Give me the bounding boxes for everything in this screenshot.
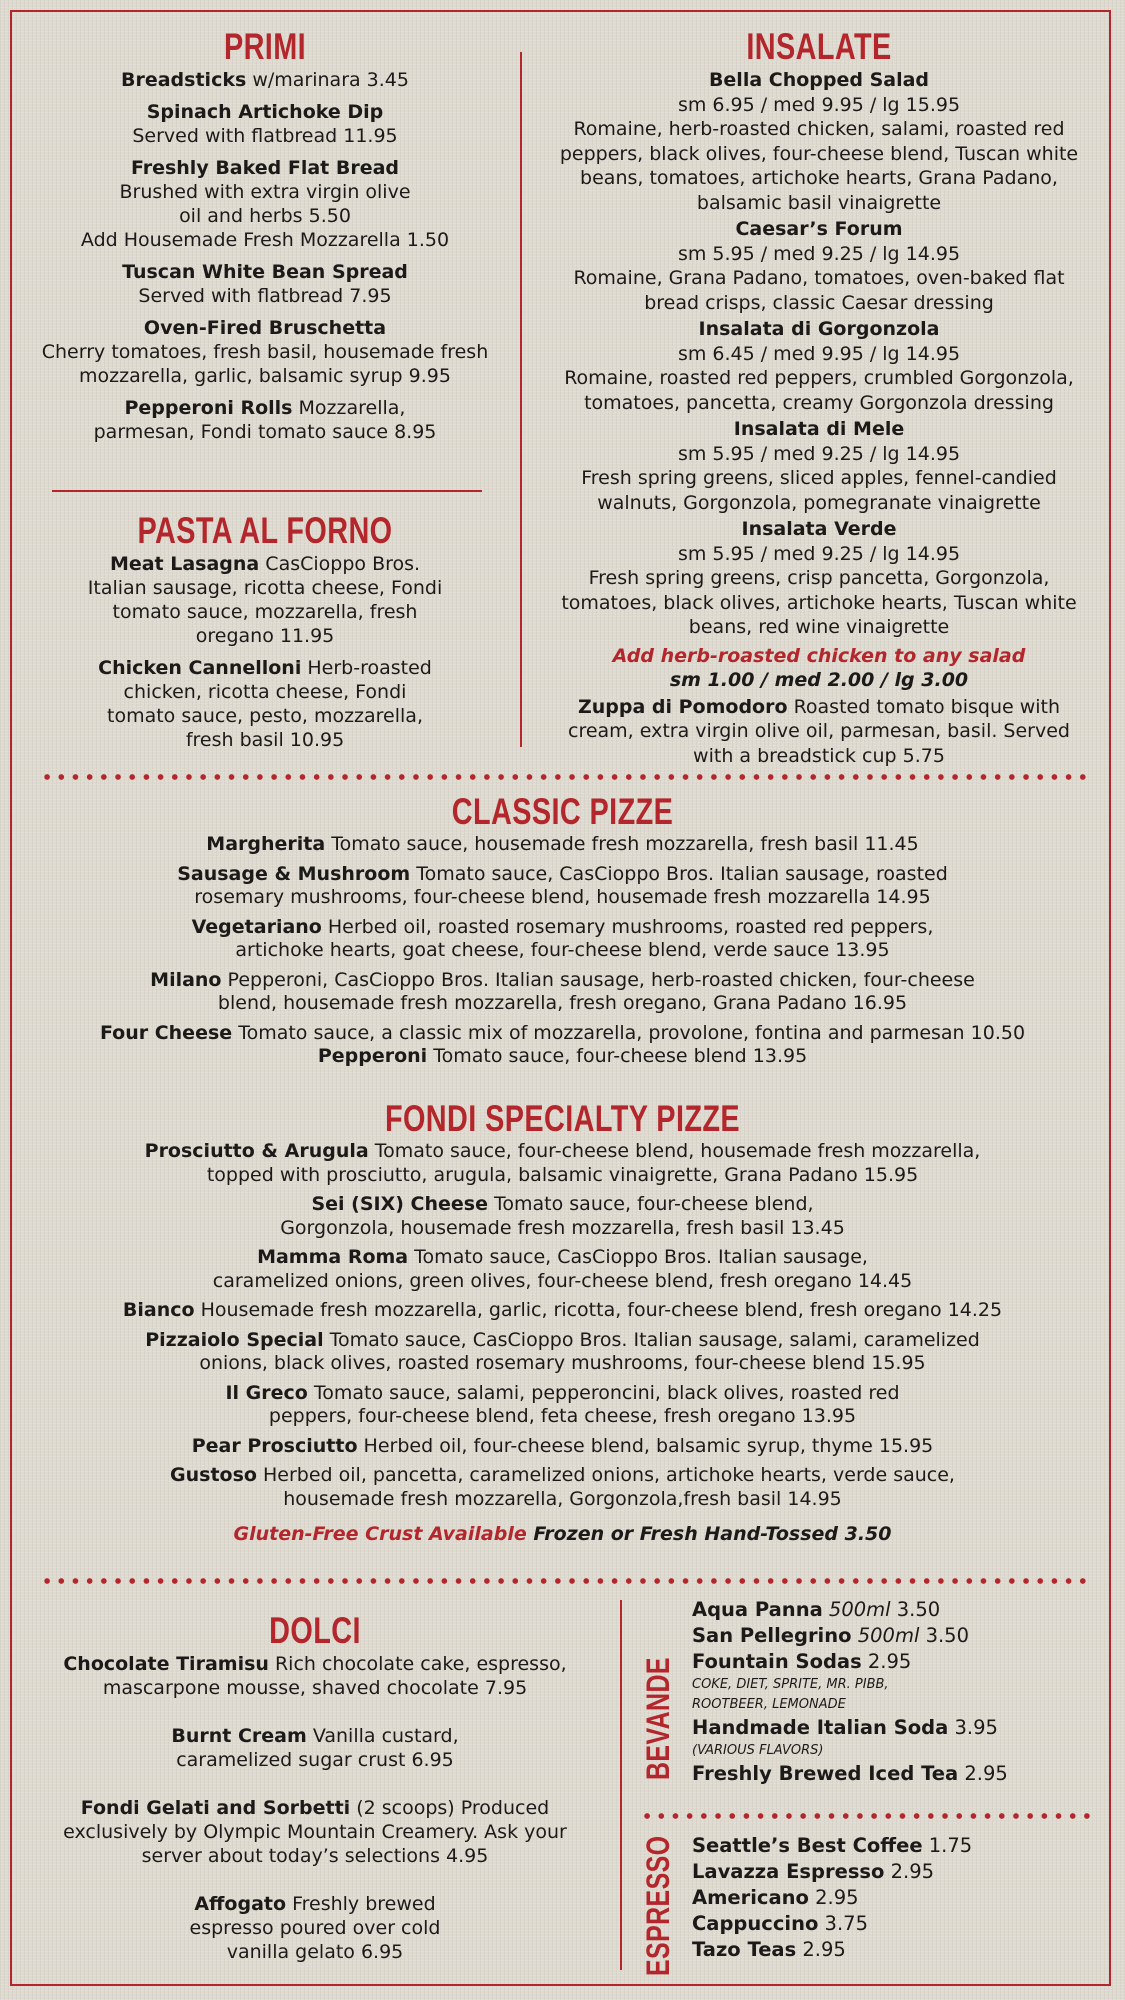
- esp-lavazza: Lavazza Espresso 2.95: [692, 1860, 935, 1883]
- pasta-item-lasagna: Meat Lasagna CasCioppo Bros. Italian sausage, ricotta cheese, Fondi tomato sauce, mozzarella, fresh oregano 11.95: [87, 553, 443, 647]
- pizza-gustoso: Gustoso Herbed oil, pancetta, caramelized onions, artichoke hearts, verde sauce, housemade fresh mozzarella, Gorgonzola,fresh basil 14.95: [170, 1464, 955, 1510]
- bev-soda-list-1: COKE, DIET, SPRITE, MR. PIBB,: [692, 1677, 889, 1692]
- column-divider-top: [520, 52, 522, 747]
- pizza-milano: Milano Pepperoni, CasCioppo Bros. Italian sausage, herb-roasted chicken, four-cheese blend, housemade fresh mozzarella, fresh oregano, Grana Padano 16.95: [150, 968, 975, 1014]
- pizza-mamma-roma: Mamma Roma Tomato sauce, CasCioppo Bros. Italian sausage, caramelized onions, green olives, four-cheese blend, fresh oregano 14.45: [212, 1246, 913, 1292]
- primi-divider: [52, 490, 482, 492]
- pizza-sausage-mushroom: Sausage & Mushroom Tomato sauce, CasCioppo Bros. Italian sausage, roasted rosemary mushrooms, four-cheese blend, housemade fresh mozzarella 14.95: [177, 862, 948, 908]
- dolci-section: [40, 1610, 590, 1972]
- salad-caesar: Caesar’s Forum sm 5.95 / med 9.25 / lg 14.95 Romaine, Grana Padano, tomatoes, oven-baked flat bread crisps, classic Caesar dressing: [573, 218, 1065, 314]
- classic-pizze-heading: CLASSIC PIZZE: [451, 791, 674, 832]
- bev-iced-tea: Freshly Brewed Iced Tea 2.95: [692, 1762, 1008, 1785]
- pasta-item-cannelloni: Chicken Cannelloni Herb-roasted chicken, ricotta cheese, Fondi tomato sauce, pesto, mozzarella, fresh basil 10.95: [98, 657, 432, 751]
- primi-heading: PRIMI: [223, 26, 307, 67]
- classic-pizze-section: [40, 791, 1085, 1075]
- bev-italian-soda: Handmade Italian Soda 3.95: [692, 1716, 998, 1739]
- primi-item-spinach-dip: Spinach Artichoke Dip Served with flatbread 11.95: [132, 101, 398, 147]
- esp-seattles-best: Seattle’s Best Coffee 1.75: [692, 1834, 973, 1857]
- dolci-burnt-cream: Burnt Cream Vanilla custard, caramelized sugar crust 6.95: [171, 1725, 459, 1771]
- salad-gorgonzola: Insalata di Gorgonzola sm 6.45 / med 9.95 / lg 14.95 Romaine, roasted red peppers, crumbled Gorgonzola, tomatoes, pancetta, creamy Gorgonzola dressing: [564, 318, 1074, 414]
- column-divider-bottom: [620, 1600, 622, 1970]
- dolci-affogato: Affogato Freshly brewed espresso poured over cold vanilla gelato 6.95: [189, 1893, 441, 1963]
- primi-item-flat-bread: Freshly Baked Flat Bread Brushed with extra virgin olive oil and herbs 5.50 Add Housemade Fresh Mozzarella 1.50: [80, 157, 450, 251]
- espresso-heading: ESPRESSO: [640, 1835, 676, 1976]
- primi-section: [40, 26, 490, 452]
- dolci-gelati: Fondi Gelati and Sorbetti (2 scoops) Produced exclusively by Olympic Mountain Creamery. Ask your server about today’s selections 4.95: [63, 1797, 567, 1867]
- pizza-il-greco: Il Greco Tomato sauce, salami, pepperoncini, black olives, roasted red peppers, four-cheese blend, feta cheese, fresh oregano 13.95: [225, 1381, 900, 1427]
- pizza-margherita: Margherita Tomato sauce, housemade fresh mozzarella, fresh basil 11.45: [206, 833, 919, 855]
- insalate-section: [545, 26, 1093, 770]
- primi-item-breadsticks: Breadsticks w/marinara 3.45: [121, 69, 409, 91]
- dotted-divider-3: [640, 1813, 1090, 1819]
- bev-fountain-sodas: Fountain Sodas 2.95: [692, 1650, 912, 1673]
- bev-soda-list-2: ROOTBEER, LEMONADE: [692, 1697, 846, 1712]
- specialty-pizze-section: [40, 1098, 1085, 1553]
- pizza-pepperoni: Pepperoni Tomato sauce, four-cheese blend 13.95: [317, 1045, 808, 1067]
- primi-item-bean-spread: Tuscan White Bean Spread Served with flatbread 7.95: [122, 261, 408, 307]
- pizza-four-cheese: Four Cheese Tomato sauce, a classic mix of mozzarella, provolone, fontina and parmesan 10.50: [99, 1021, 1026, 1044]
- esp-americano: Americano 2.95: [692, 1886, 859, 1909]
- bev-san-pellegrino: San Pellegrino 500ml 3.50: [692, 1624, 969, 1647]
- salad-bella-chopped: Bella Chopped Salad sm 6.95 / med 9.95 / lg 15.95 Romaine, herb-roasted chicken, salami, roasted red peppers, black olives, four-cheese blend, Tuscan white beans, tomatoes, artichoke hearts, Grana Padano, balsamic basil vinaigrette: [559, 69, 1079, 214]
- gluten-free-note: Gluten-Free Crust Available Frozen or Fresh Hand-Tossed 3.50: [233, 1523, 892, 1545]
- dotted-divider-1: [40, 774, 1090, 780]
- pizza-prosciutto-arugula: Prosciutto & Arugula Tomato sauce, four-cheese blend, housemade fresh mozzarella, topped with prosciutto, arugula, balsamic vinaigrette, Grana Padano 15.95: [144, 1140, 981, 1186]
- bevande-section: [692, 1597, 1092, 1787]
- pasta-section: [40, 510, 490, 760]
- bev-italian-soda-note: (VARIOUS FLAVORS): [692, 1743, 824, 1758]
- dolci-heading: DOLCI: [269, 1610, 361, 1651]
- bevande-heading: BEVANDE: [640, 1657, 676, 1780]
- dotted-divider-2: [40, 1578, 1090, 1584]
- insalate-heading: INSALATE: [746, 26, 892, 67]
- espresso-section: [692, 1833, 1092, 1963]
- pizza-sei-cheese: Sei (SIX) Cheese Tomato sauce, four-cheese blend, Gorgonzola, housemade fresh mozzarella, fresh basil 13.45: [280, 1193, 845, 1239]
- bev-aqua-panna: Aqua Panna 500ml 3.50: [692, 1598, 941, 1621]
- zuppa-item: Zuppa di Pomodoro Roasted tomato bisque with cream, extra virgin olive oil, parmesan, basil. Served with a breadstick cup 5.75: [568, 695, 1070, 767]
- pizza-vegetariano: Vegetariano Herbed oil, roasted rosemary mushrooms, roasted red peppers, artichoke hearts, goat cheese, four-cheese blend, verde sauce 13.95: [191, 915, 934, 961]
- specialty-pizze-heading: FONDI SPECIALTY PIZZE: [384, 1098, 741, 1139]
- salad-add-chicken-note: Add herb-roasted chicken to any salad sm 1.00 / med 2.00 / lg 3.00: [612, 644, 1026, 691]
- esp-tazo-teas: Tazo Teas 2.95: [692, 1938, 846, 1961]
- pizza-pizzaiolo-special: Pizzaiolo Special Tomato sauce, CasCioppo Bros. Italian sausage, salami, caramelized onions, black olives, roasted rosemary mushrooms, four-cheese blend 15.95: [145, 1328, 980, 1374]
- salad-verde: Insalata Verde sm 5.95 / med 9.25 / lg 14.95 Fresh spring greens, crisp pancetta, Gorgonzola, tomatoes, black olives, artichoke hearts, Tuscan white beans, red wine vinaigrette: [561, 518, 1077, 638]
- primi-item-bruschetta: Oven-Fired Bruschetta Cherry tomatoes, fresh basil, housemade fresh mozzarella, garlic, balsamic syrup 9.95: [41, 317, 489, 387]
- pasta-heading: PASTA AL FORNO: [137, 510, 393, 551]
- salad-mele: Insalata di Mele sm 5.95 / med 9.25 / lg 14.95 Fresh spring greens, sliced apples, fennel-candied walnuts, Gorgonzola, pomegranate vinaigrette: [581, 418, 1057, 514]
- dolci-tiramisu: Chocolate Tiramisu Rich chocolate cake, espresso, mascarpone mousse, shaved chocolate 7.95: [63, 1653, 567, 1699]
- esp-cappuccino: Cappuccino 3.75: [692, 1912, 868, 1935]
- pizza-bianco: Bianco Housemade fresh mozzarella, garlic, ricotta, four-cheese blend, fresh oregano 14.25: [122, 1299, 1003, 1321]
- primi-item-pepperoni-rolls: Pepperoni Rolls Mozzarella, parmesan, Fondi tomato sauce 8.95: [93, 397, 437, 443]
- pizza-pear-prosciutto: Pear Prosciutto Herbed oil, four-cheese blend, balsamic syrup, thyme 15.95: [191, 1434, 934, 1457]
